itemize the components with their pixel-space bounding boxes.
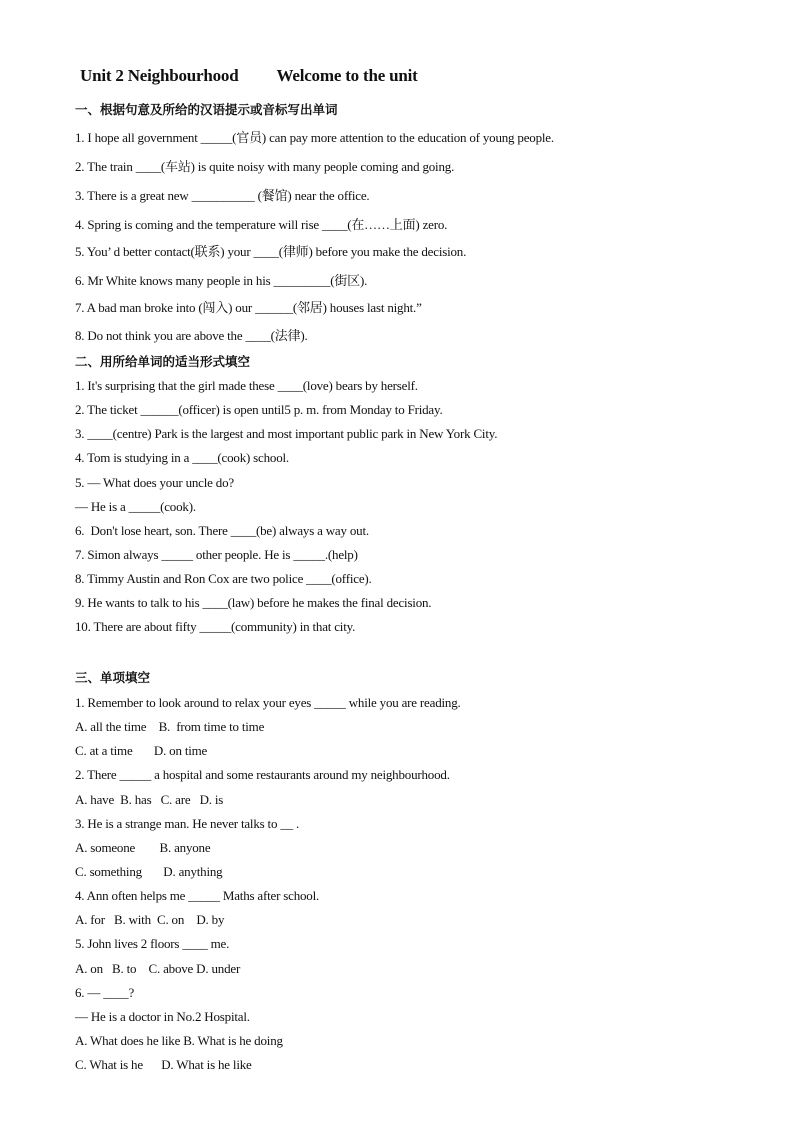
section-3-item: C. What is he D. What is he like <box>75 1057 252 1072</box>
section-2-item: 10. There are about fifty _____(community) in that city. <box>75 619 356 634</box>
section-2-item: 5. — What does your uncle do? <box>75 475 234 490</box>
section-3-item: — He is a doctor in No.2 Hospital. <box>75 1009 250 1024</box>
section-3-item: A. on B. to C. above D. under <box>75 961 241 976</box>
section-3-item: C. something D. anything <box>75 864 223 879</box>
section-1-item: 4. Spring is coming and the temperature will rise ____(在……上面) zero. <box>75 217 448 232</box>
section-2-item: 6. Don't lose heart, son. There ____(be) always a way out. <box>75 523 369 538</box>
section-3-item: A. someone B. anyone <box>75 840 211 855</box>
section-2-item: 4. Tom is studying in a ____(cook) school. <box>75 450 289 465</box>
section-2-item: — He is a _____(cook). <box>75 499 196 514</box>
unit-title: Unit 2 Neighbourhood <box>80 66 239 85</box>
section-2-item: 7. Simon always _____ other people. He is _____.(help) <box>75 547 358 562</box>
section-1-heading: 一、根据句意及所给的汉语提示或音标写出单词 <box>75 102 338 117</box>
section-3-item: 6. — ____? <box>75 985 135 1000</box>
section-2-item: 9. He wants to talk to his ____(law) before he makes the final decision. <box>75 595 432 610</box>
section-3-item: 3. He is a strange man. He never talks to __ . <box>75 816 300 831</box>
section-2-item: 3. ____(centre) Park is the largest and most important public park in New York City. <box>75 426 498 441</box>
section-1-item: 6. Mr White knows many people in his _________(街区). <box>75 273 368 288</box>
section-1-item: 7. A bad man broke into (闯入) our ______(邻居) houses last night.” <box>75 300 422 315</box>
section-3-item: A. for B. with C. on D. by <box>75 912 225 927</box>
section-2-item: 1. It's surprising that the girl made these ____(love) bears by herself. <box>75 378 418 393</box>
section-2-heading: 二、用所给单词的适当形式填空 <box>75 354 251 369</box>
section-3-item: A. What does he like B. What is he doing <box>75 1033 283 1048</box>
section-3-item: 4. Ann often helps me _____ Maths after school. <box>75 888 320 903</box>
section-2-item: 8. Timmy Austin and Ron Cox are two police ____(office). <box>75 571 372 586</box>
section-3-item: 2. There _____ a hospital and some restaurants around my neighbourhood. <box>75 767 450 782</box>
section-3-item: A. have B. has C. are D. is <box>75 792 224 807</box>
section-3-item: 5. John lives 2 floors ____ me. <box>75 936 230 951</box>
section-3-item: C. at a time D. on time <box>75 743 208 758</box>
section-3-item: 1. Remember to look around to relax your eyes _____ while you are reading. <box>75 695 461 710</box>
lesson-title: Welcome to the unit <box>276 66 418 85</box>
section-1-item: 5. You’ d better contact(联系) your ____(律师) before you make the decision. <box>75 244 467 259</box>
section-1-item: 2. The train ____(车站) is quite noisy with many people coming and going. <box>75 159 455 174</box>
section-1-item: 3. There is a great new __________ (餐馆) near the office. <box>75 188 370 203</box>
section-3-item: A. all the time B. from time to time <box>75 719 265 734</box>
page-title <box>80 66 418 86</box>
section-1-item: 1. I hope all government _____(官员) can pay more attention to the education of young people. <box>75 130 554 145</box>
section-2-item: 2. The ticket ______(officer) is open until5 p. m. from Monday to Friday. <box>75 402 443 417</box>
section-1-item: 8. Do not think you are above the ____(法律). <box>75 328 308 343</box>
section-3-heading: 三、单项填空 <box>75 670 151 685</box>
